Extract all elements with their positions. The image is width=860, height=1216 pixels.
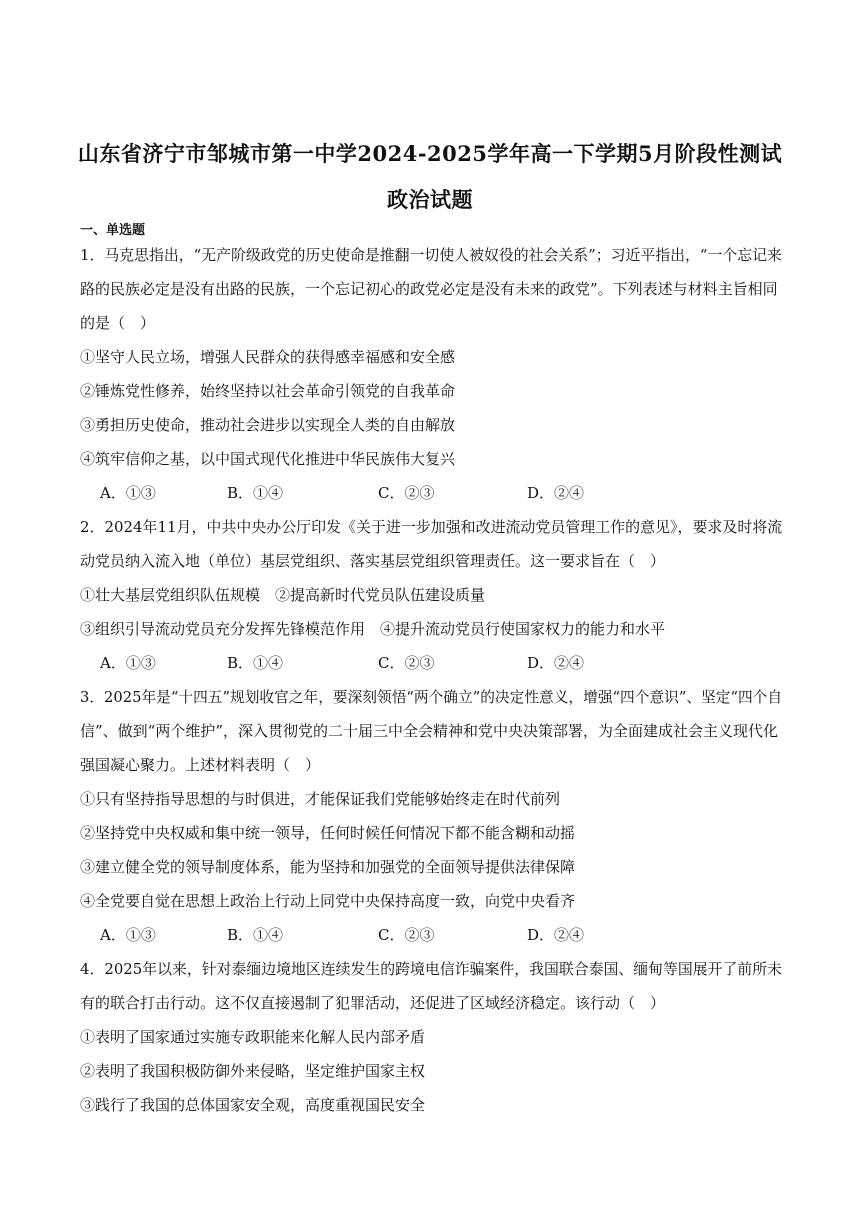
option-c[interactable]: C．②③: [378, 484, 435, 502]
option-b[interactable]: B．①④: [227, 926, 284, 944]
question-4-item-2: ②表明了我国积极防御外来侵略，坚定维护国家主权: [80, 1062, 426, 1080]
option-a[interactable]: A．①③: [100, 926, 156, 944]
question-1-stem-line-2: 路的民族必定是没有出路的民族，一个忘记初心的政党必定是没有未来的政党”。下列表述与材料主旨相同: [80, 280, 778, 298]
exam-title: 山东省济宁市邹城市第一中学2024-2025学年高一下学期5月阶段性测试: [77, 141, 783, 166]
question-4-item-1: ①表明了国家通过实施专政职能来化解人民内部矛盾: [80, 1028, 426, 1046]
option-b[interactable]: B．①④: [227, 654, 284, 672]
exam-subtitle: 政治试题: [387, 187, 473, 212]
option-c[interactable]: C．②③: [378, 926, 435, 944]
question-1-item-2: ②锤炼党性修养，始终坚持以社会革命引领党的自我革命: [80, 382, 456, 400]
question-1-item-3: ③勇担历史使命，推动社会进步以实现全人类的自由解放: [80, 416, 456, 434]
question-3-item-1: ①只有坚持指导思想的与时俱进，才能保证我们党能够始终走在时代前列: [80, 790, 561, 808]
option-a[interactable]: A．①③: [100, 484, 156, 502]
section-heading: 一、单选题: [80, 223, 146, 238]
question-2-item-2: ③组织引导流动党员充分发挥先锋模范作用 ④提升流动党员行使国家权力的能力和水平: [80, 620, 666, 638]
question-4-item-3: ③践行了我国的总体国家安全观，高度重视国民安全: [80, 1096, 426, 1114]
option-d[interactable]: D．②④: [527, 926, 585, 944]
question-1-stem-line-3: 的是（ ）: [80, 314, 156, 332]
question-1-stem-line-1: 1．马克思指出，“无产阶级政党的历史使命是推翻一切使人被奴役的社会关系”；习近平指出，“一个忘记来: [80, 246, 782, 264]
question-3-stem-line-2: 信”、做到“两个维护”，深入贯彻党的二十届三中全会精神和党中央决策部署，为全面建成社会主义现代化: [80, 722, 779, 740]
question-4-stem-line-1: 4．2025年以来，针对泰缅边境地区连续发生的跨境电信诈骗案件，我国联合泰国、缅甸等国展开了前所未: [80, 960, 783, 978]
question-2-stem-line-2: 动党员纳入流入地（单位）基层党组织、落实基层党组织管理责任。这一要求旨在（ ）: [80, 552, 666, 570]
option-d[interactable]: D．②④: [527, 654, 585, 672]
question-3-item-4: ④全党要自觉在思想上政治上行动上同党中央保持高度一致，向党中央看齐: [80, 892, 576, 910]
question-1-item-4: ④筑牢信仰之基，以中国式现代化推进中华民族伟大复兴: [80, 450, 456, 468]
question-2-item-1: ①壮大基层党组织队伍规模 ②提高新时代党员队伍建设质量: [80, 586, 486, 604]
question-3-item-3: ③建立健全党的领导制度体系，能为坚持和加强党的全面领导提供法律保障: [80, 858, 576, 876]
option-a[interactable]: A．①③: [100, 654, 156, 672]
option-b[interactable]: B．①④: [227, 484, 284, 502]
question-3-stem-line-3: 强国凝心聚力。上述材料表明（ ）: [80, 756, 321, 774]
question-1-item-1: ①坚守人民立场，增强人民群众的获得感幸福感和安全感: [80, 348, 456, 366]
option-c[interactable]: C．②③: [378, 654, 435, 672]
question-3-stem-line-1: 3．2025年是“十四五”规划收官之年，要深刻领悟“两个确立”的决定性意义，增强“四个意识”、坚定“四个自: [80, 688, 783, 706]
question-2-stem-line-1: 2．2024年11月，中共中央办公厅印发《关于进一步加强和改进流动党员管理工作的意见》，要求及时将流: [80, 518, 783, 536]
question-4-stem-line-2: 有的联合打击行动。这不仅直接遏制了犯罪活动，还促进了区域经济稳定。该行动（ ）: [80, 994, 666, 1012]
question-3-item-2: ②坚持党中央权威和集中统一领导，任何时候任何情况下都不能含糊和动摇: [80, 824, 576, 842]
option-d[interactable]: D．②④: [527, 484, 585, 502]
